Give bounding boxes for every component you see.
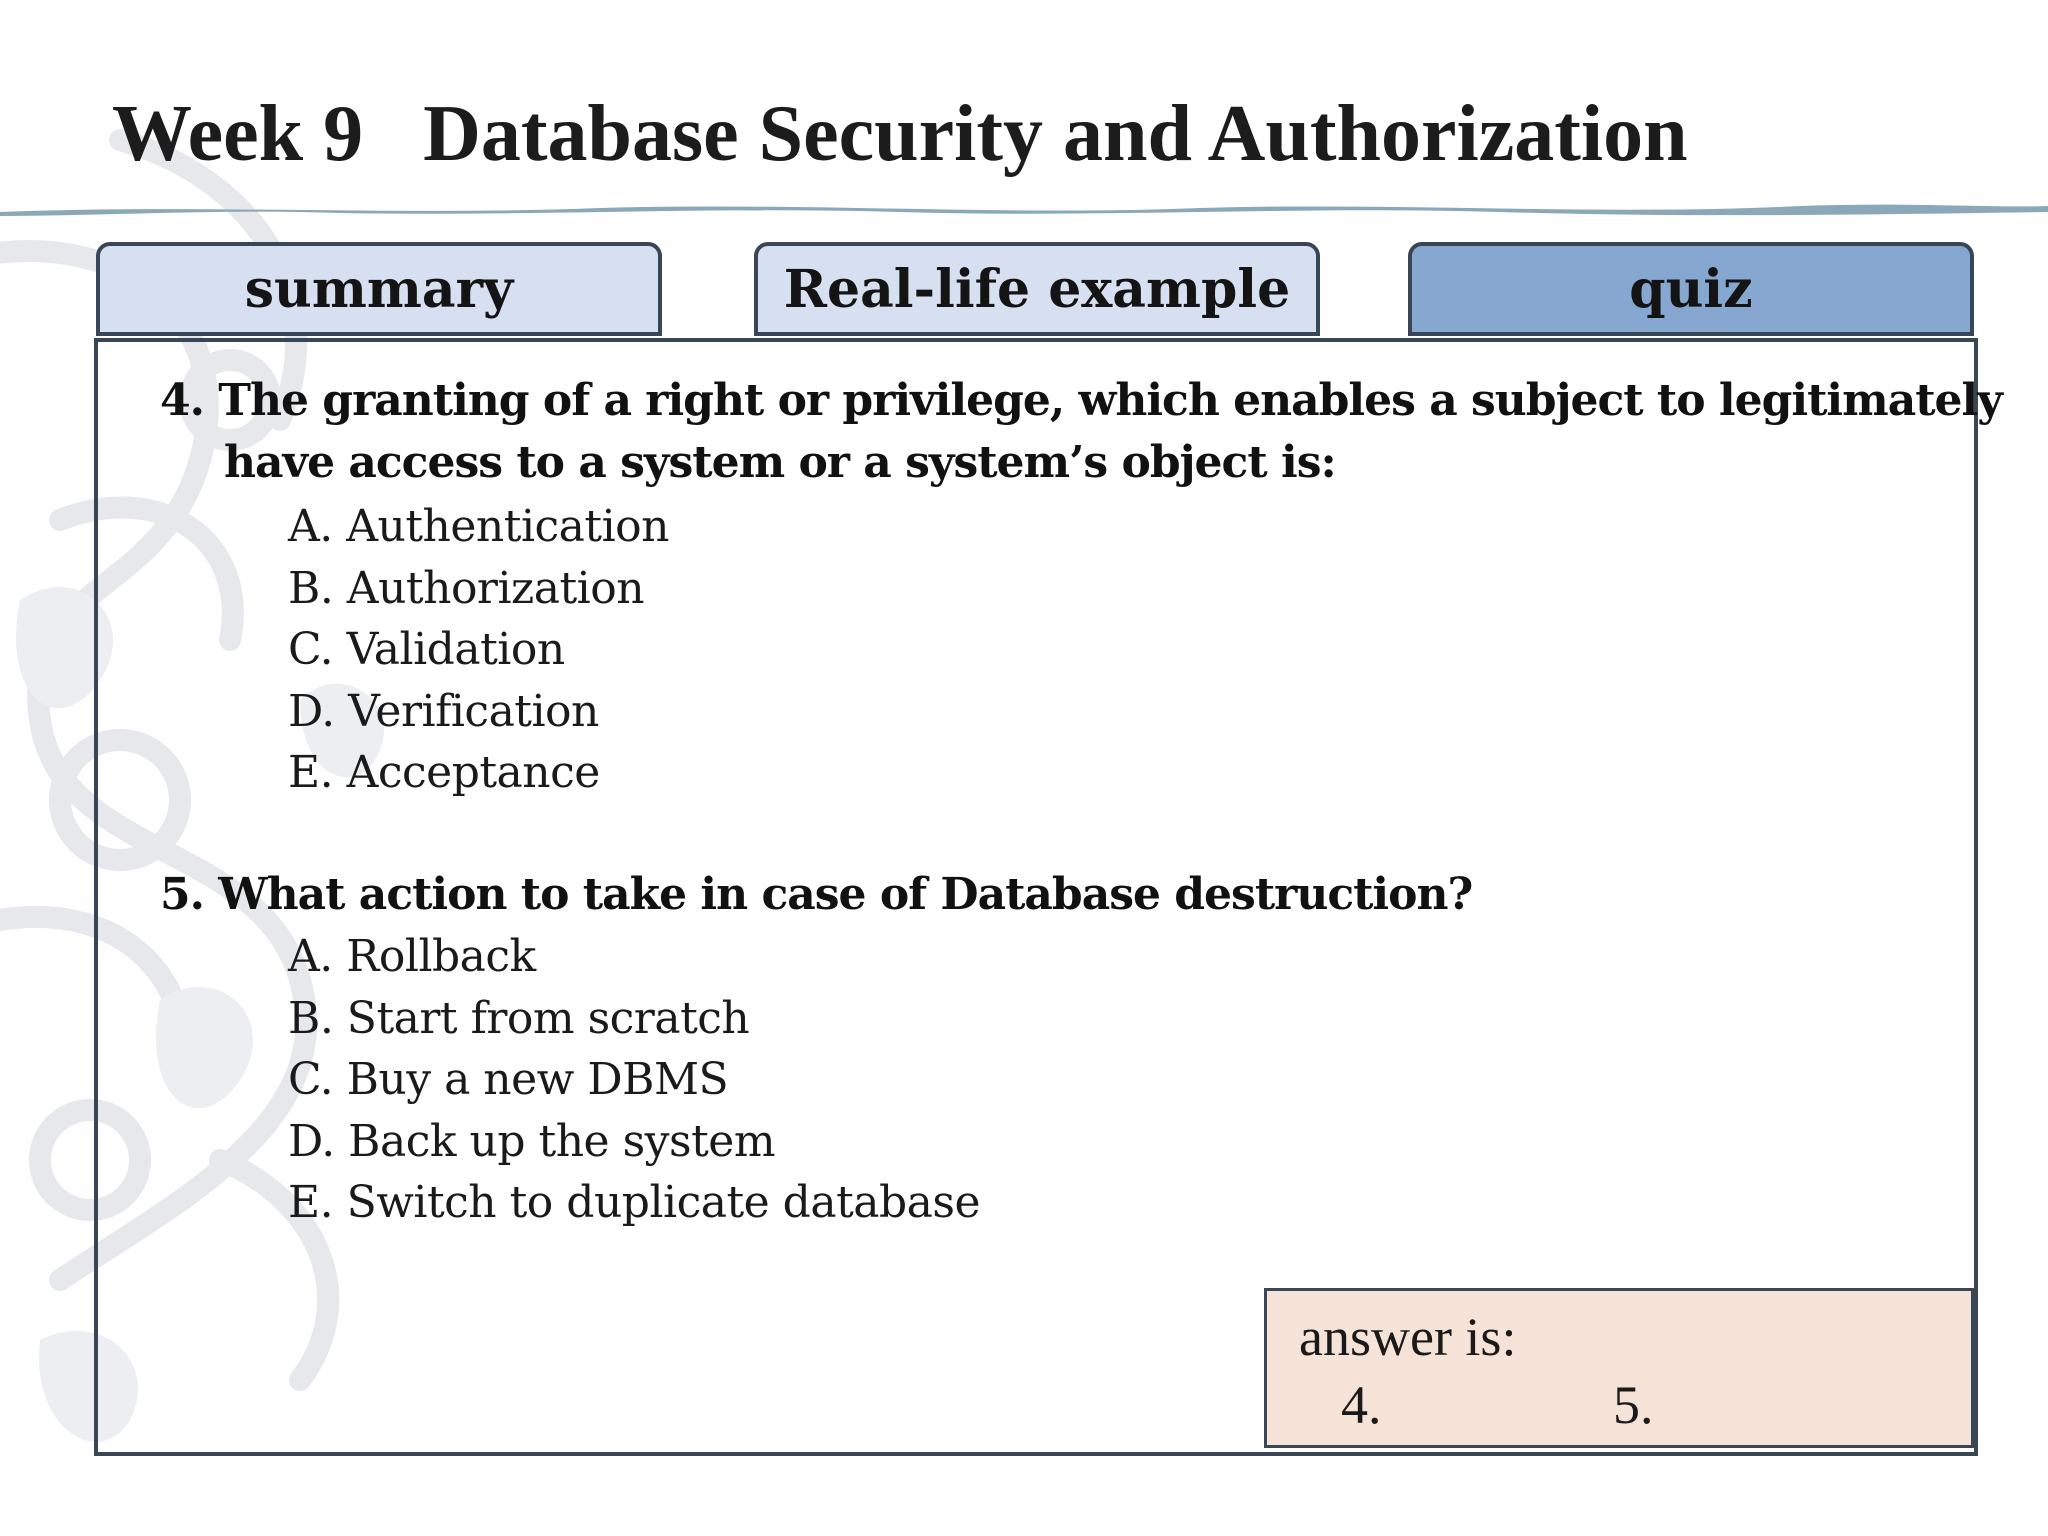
option-item: B. Authorization	[288, 562, 645, 614]
option-item: D. Verification	[288, 685, 599, 737]
question-5-options	[288, 926, 980, 1234]
question-4-text	[160, 370, 2002, 494]
tab-real-life-example[interactable]: Real-life example	[754, 242, 1320, 336]
option-item: C. Buy a new DBMS	[288, 1054, 729, 1105]
question-4-options	[288, 496, 669, 804]
question-5-line-1: 5. What action to take in case of Database destruction?	[160, 869, 1473, 920]
answer-4-slot: 4.	[1341, 1375, 1382, 1435]
option-item: E. Switch to duplicate database	[288, 1177, 981, 1228]
question-4-line-2: have access to a system or a system’s object is:	[224, 437, 1336, 488]
title-divider	[0, 194, 2048, 224]
answer-label: answer is:	[1299, 1307, 1517, 1367]
question-4-line-1: 4. The granting of a right or privilege, which enables a subject to legitimately	[160, 375, 2002, 426]
tab-quiz[interactable]: quiz	[1408, 242, 1974, 336]
answer-5-slot: 5.	[1613, 1375, 1654, 1435]
question-5-text	[160, 864, 1472, 926]
page-title: Week 9 Database Security and Authorization	[112, 90, 1688, 178]
option-item: D. Back up the system	[288, 1115, 776, 1167]
option-item: A. Rollback	[288, 931, 536, 982]
answer-box	[1264, 1288, 1974, 1448]
option-item: B. Start from scratch	[288, 992, 750, 1044]
option-item: E. Acceptance	[288, 747, 600, 798]
option-item: A. Authentication	[288, 501, 669, 552]
option-item: C. Validation	[288, 624, 565, 675]
tab-summary[interactable]: summary	[96, 242, 662, 336]
